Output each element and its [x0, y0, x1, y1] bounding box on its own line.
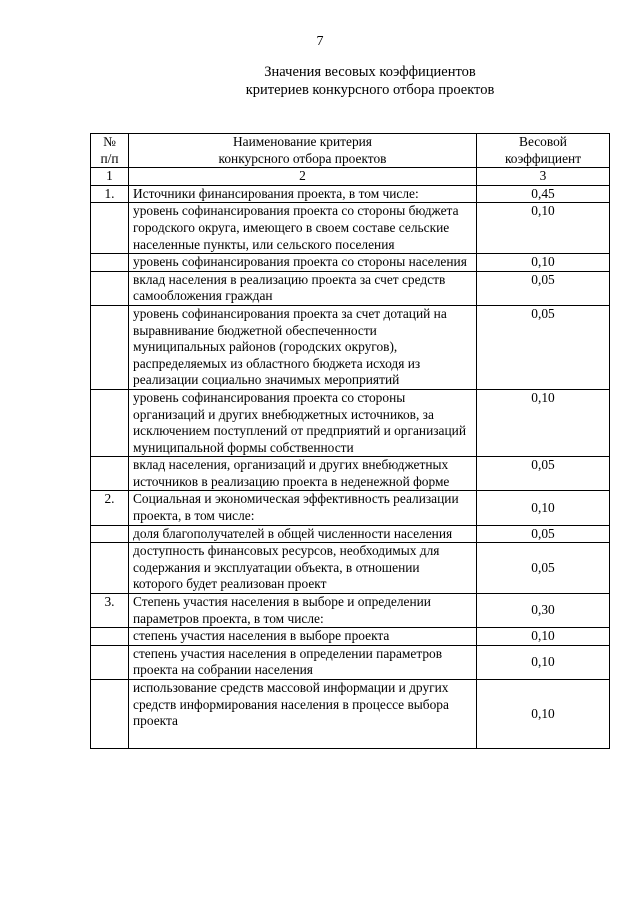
- criterion-name: уровень софинансирования проекта за счет дотаций на выравнивание бюджетной обеспеченности муниципальных районов (городских округов), распределяемых из областного бюджета исходя из реализации социально значимых мероприятий: [129, 305, 477, 389]
- header-number: [91, 134, 129, 168]
- criterion-name: степень участия населения в определении параметров проекта на собрании населения: [129, 645, 477, 679]
- header-name-line-2: конкурсного отбора проектов: [218, 150, 387, 166]
- weight-value: 0,30: [477, 594, 610, 628]
- row-number: [91, 457, 129, 491]
- criterion-name: Источники финансирования проекта, в том числе:: [129, 185, 477, 203]
- header-name-line-1: Наименование критерия: [233, 134, 372, 149]
- column-index-cell: 3: [477, 168, 610, 186]
- table-row: [91, 645, 610, 679]
- table-row: [91, 203, 610, 254]
- criterion-name: уровень софинансирования проекта со стороны организаций и других внебюджетных источников, за исключением поступлений от предприятий и организаций муниципальной формы собственности: [129, 389, 477, 456]
- header-number-line-2: п/п: [100, 150, 119, 166]
- table-row: [91, 628, 610, 646]
- criterion-name: доля благополучателей в общей численности населения: [129, 525, 477, 543]
- criterion-name: доступность финансовых ресурсов, необходимых для содержания и эксплуатации объекта, в отношении которого будет реализован проект: [129, 543, 477, 594]
- criterion-name: вклад населения, организаций и других внебюджетных источников в реализацию проекта в неденежной форме: [129, 457, 477, 491]
- header-weight: [477, 134, 610, 168]
- weight-value: 0,10: [477, 645, 610, 679]
- weight-value: 0,05: [477, 271, 610, 305]
- header-number-line-1: №: [103, 134, 116, 149]
- column-index-cell: 1: [91, 168, 129, 186]
- row-number: [91, 203, 129, 254]
- table-header-row: [91, 134, 610, 168]
- row-number: 2.: [91, 491, 129, 525]
- table-row: [91, 680, 610, 749]
- weight-value: 0,10: [477, 628, 610, 646]
- weight-value: 0,05: [477, 543, 610, 594]
- table-row: [91, 457, 610, 491]
- weight-value: 0,05: [477, 457, 610, 491]
- criterion-name: уровень софинансирования проекта со стороны бюджета городского округа, имеющего в своем составе сельские населенные пункты, или сельского поселения: [129, 203, 477, 254]
- criterion-name: Степень участия населения в выборе и определении параметров проекта, в том числе:: [129, 594, 477, 628]
- row-number: [91, 389, 129, 456]
- column-index-cell: 2: [129, 168, 477, 186]
- document-title: [0, 63, 640, 99]
- table-row: [91, 543, 610, 594]
- weight-value: 0,10: [477, 203, 610, 254]
- row-number: [91, 680, 129, 749]
- row-number: [91, 628, 129, 646]
- weight-value: 0,10: [477, 680, 610, 749]
- row-number: [91, 543, 129, 594]
- header-weight-line-1: Весовой: [519, 134, 567, 149]
- criterion-name: уровень софинансирования проекта со стороны населения: [129, 254, 477, 272]
- header-criterion-name: [129, 134, 477, 168]
- weight-value: 0,05: [477, 305, 610, 389]
- row-number: [91, 271, 129, 305]
- weight-value: 0,10: [477, 389, 610, 456]
- row-number: [91, 254, 129, 272]
- table-row: [91, 254, 610, 272]
- table-row: [91, 305, 610, 389]
- title-line-2: критериев конкурсного отбора проектов: [245, 82, 495, 98]
- column-index-row: [91, 168, 610, 186]
- criteria-table: [90, 133, 610, 749]
- criterion-name: степень участия населения в выборе проекта: [129, 628, 477, 646]
- page-number: 7: [316, 34, 324, 49]
- row-number: 1.: [91, 185, 129, 203]
- criterion-name: Социальная и экономическая эффективность реализации проекта, в том числе:: [129, 491, 477, 525]
- title-line-1: Значения весовых коэффициентов: [264, 64, 476, 80]
- table-row: [91, 525, 610, 543]
- weight-value: 0,45: [477, 185, 610, 203]
- criterion-name: использование средств массовой информации и других средств информирования населения в процессе выбора проекта: [129, 680, 477, 749]
- row-number: [91, 525, 129, 543]
- table-row: [91, 594, 610, 628]
- table-row: [91, 185, 610, 203]
- table-row: [91, 271, 610, 305]
- weight-value: 0,10: [477, 254, 610, 272]
- weight-value: 0,10: [477, 491, 610, 525]
- weight-value: 0,05: [477, 525, 610, 543]
- table-row: [91, 491, 610, 525]
- row-number: 3.: [91, 594, 129, 628]
- row-number: [91, 645, 129, 679]
- row-number: [91, 305, 129, 389]
- criterion-name: вклад населения в реализацию проекта за счет средств самообложения граждан: [129, 271, 477, 305]
- header-weight-line-2: коэффициент: [504, 150, 582, 166]
- table-row: [91, 389, 610, 456]
